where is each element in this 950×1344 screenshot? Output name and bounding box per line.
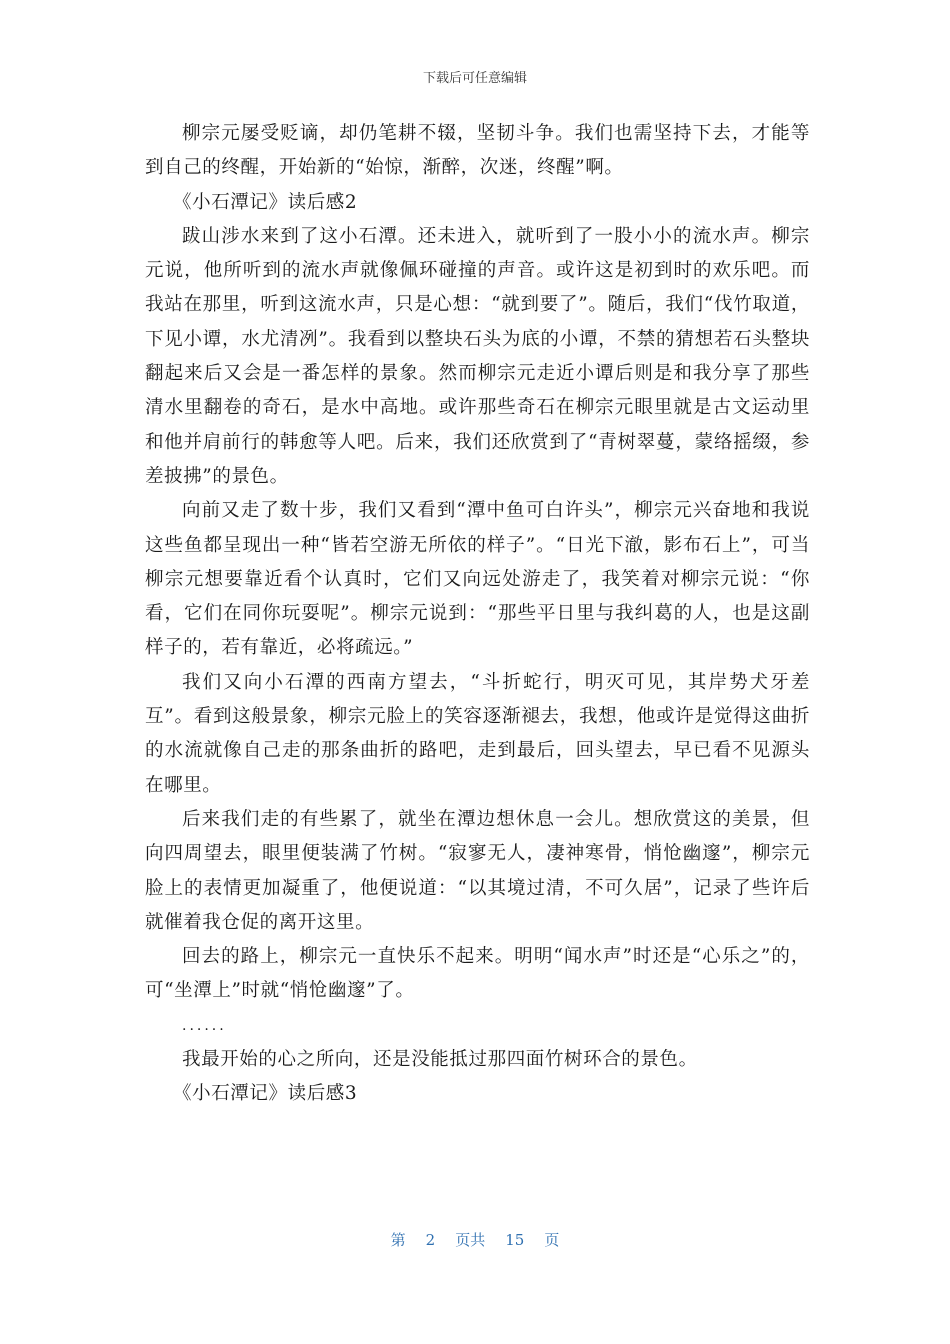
footer-current-page: 2: [425, 1231, 436, 1249]
paragraph: 柳宗元屡受贬谪，却仍笔耕不辍，坚韧斗争。我们也需坚持下去，才能等到自己的终醒，开始新的“始惊，渐醉，次迷，终醒”啊。: [145, 123, 810, 179]
paragraph: 后来我们走的有些累了，就坐在潭边想休息一会儿。想欣赏这的美景，但向四周望去，眼里便装满了竹树。“寂寥无人，凄神寒骨，悄怆幽邃”，柳宗元脸上的表情更加凝重了，他便说道：“以其境过清，不可久居”，记录了些许后就催着我仓促的离开这里。: [145, 808, 810, 933]
footer-label-pages: 页: [544, 1231, 560, 1249]
footer-label-page: 第: [390, 1231, 406, 1249]
paragraph: 我最开始的心之所向，还是没能抵过那四面竹树环合的景色。: [182, 1049, 698, 1071]
paragraph: 向前又走了数十步，我们又看到“潭中鱼可白许头”，柳宗元兴奋地和我说这些鱼都呈现出一种“皆若空游无所依的样子”。“日光下澈，影布石上”，可当柳宗元想要靠近看个认真时，它们又向远处游走了，我笑着对柳宗元说：“你看，它们在同你玩耍呢”。柳宗元说到：“那些平日里与我纠葛的人，也是这副样子的，若有靠近，必将疏远。”: [145, 500, 810, 659]
footer-label-of: 页共: [455, 1231, 486, 1249]
section-title: 《小石潭记》读后感3: [173, 1083, 358, 1105]
page-footer: [0, 1229, 950, 1250]
page-header: 下载后可任意编辑: [422, 71, 527, 86]
document-body: [145, 117, 810, 1112]
paragraph: 跋山涉水来到了这小石潭。还未进入，就听到了一股小小的流水声。柳宗元说，他所听到的流水声就像佩环碰撞的声音。或许这是初到时的欢乐吧。而我站在那里，听到这流水声，只是心想：“就到要了”。随后，我们“伐竹取道，下见小谭，水尤清冽”。我看到以整块石头为底的小谭，不禁的猜想若石头整块翻起来后又会是一番怎样的景象。然而柳宗元走近小谭后则是和我分享了那些清水里翻卷的奇石，是水中高地。或许那些奇石在柳宗元眼里就是古文运动里和他并肩前行的韩愈等人吧。后来，我们还欣赏到了“青树翠蔓，蒙络摇缀，参差披拂”的景色。: [145, 225, 810, 487]
ellipsis-line: ......: [182, 1017, 227, 1034]
section-title: 《小石潭记》读后感2: [173, 191, 358, 213]
paragraph: 回去的路上，柳宗元一直快乐不起来。明明“闻水声”时还是“心乐之”的，可“坐潭上”时就“悄怆幽邃”了。: [145, 946, 810, 1002]
paragraph: 我们又向小石潭的西南方望去，“斗折蛇行，明灭可见，其岸势犬牙差互”。看到这般景象，柳宗元脸上的笑容逐渐褪去，我想，他或许是觉得这曲折的水流就像自己走的那条曲折的路吧，走到最后，回头望去，早已看不见源头在哪里。: [145, 671, 810, 796]
footer-total-pages: 15: [505, 1231, 525, 1249]
